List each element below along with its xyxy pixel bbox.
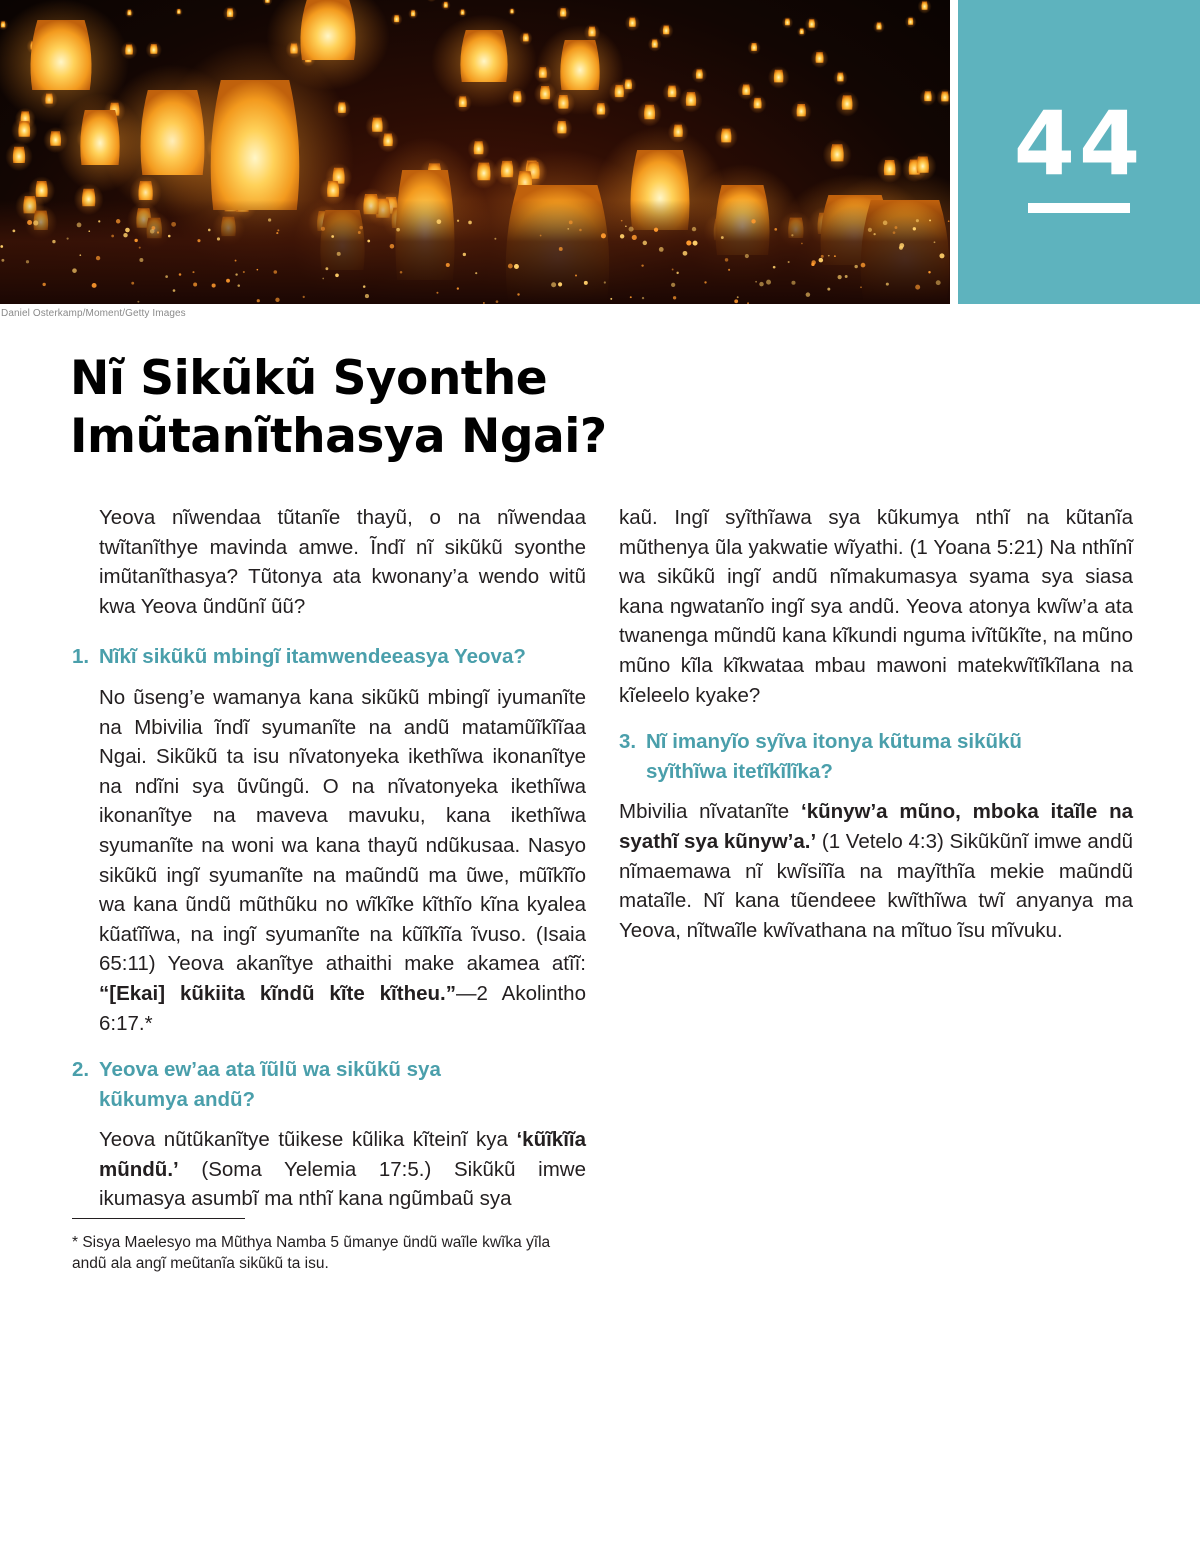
crowd-light — [390, 244, 395, 249]
lantern-shape — [797, 104, 806, 116]
crowd-light — [139, 258, 143, 262]
crowd-light — [463, 253, 466, 256]
lantern-shape — [150, 44, 157, 54]
question-3-number: 3. — [619, 730, 637, 754]
lantern-shape — [809, 19, 815, 27]
crowd-light — [27, 220, 32, 225]
crowd-light — [26, 260, 29, 263]
crowd-light — [601, 233, 606, 238]
crowd-light — [883, 221, 888, 226]
crowd-light — [860, 286, 862, 288]
crowd-light — [197, 239, 200, 242]
crowd-light — [0, 245, 3, 248]
answer-2-citation: (Soma Yelemia 17:5.) Sikũkũ imwe ikumasya asumbĩ ma nthĩ kana ngũmbaũ sya — [99, 1157, 586, 1211]
lantern-shape — [652, 39, 658, 47]
crowd-light — [721, 236, 724, 239]
crowd-light — [321, 227, 325, 231]
lantern-shape — [127, 10, 131, 15]
lantern-shape — [474, 141, 484, 154]
crowd-light — [179, 273, 182, 276]
crowd-light — [913, 227, 916, 230]
crowd-light — [12, 230, 15, 233]
crowd-light — [457, 287, 459, 289]
lantern-shape — [668, 86, 677, 97]
lantern-shape — [686, 92, 696, 106]
crowd-light — [774, 228, 777, 231]
lantern-shape — [921, 2, 927, 10]
crowd-light — [208, 229, 211, 232]
crowd-light — [116, 219, 120, 223]
crowd-light — [303, 296, 305, 298]
lantern-shape — [663, 26, 670, 35]
crowd-light — [745, 254, 749, 258]
answer-1-bold-quote: “[Ekai] kũkiita kĩndũ kĩte kĩtheu.” — [99, 981, 456, 1005]
crowd-light — [325, 267, 328, 270]
crowd-light — [579, 229, 582, 232]
crowd-light — [359, 226, 362, 229]
crowd-light — [33, 220, 38, 225]
lantern-shape — [831, 144, 844, 161]
lantern-shape — [924, 91, 931, 101]
lantern-shape — [754, 98, 762, 109]
crowd-light — [821, 255, 824, 258]
question-1-number: 1. — [72, 645, 90, 669]
crowd-light — [766, 280, 771, 285]
lantern-shape — [876, 23, 881, 30]
crowd-light — [939, 253, 944, 258]
crowd-light — [704, 281, 706, 283]
lantern-shape — [721, 129, 731, 143]
crowd-light — [868, 228, 872, 232]
crowd-light — [886, 283, 889, 286]
lantern-shape — [211, 80, 300, 210]
crowd-light — [123, 233, 127, 237]
crowd-light — [1, 259, 4, 262]
crowd-light — [193, 283, 197, 287]
crowd-light — [337, 252, 341, 256]
lantern-shape — [917, 157, 929, 173]
question-2-line1: Yeova ew’aa ata ĩũlũ wa sikũkũ sya — [99, 1058, 441, 1082]
lantern-shape — [13, 147, 25, 163]
crowd-light — [801, 243, 803, 245]
crowd-light — [873, 233, 875, 235]
lesson-number-underline — [1028, 203, 1130, 213]
crowd-light — [643, 241, 647, 245]
lantern-shape — [372, 118, 383, 132]
crowd-light — [551, 282, 556, 287]
crowd-light — [137, 301, 139, 303]
page-title — [70, 350, 770, 466]
crowd-light — [96, 256, 100, 260]
crowd-light — [42, 283, 45, 286]
footnote: * Sisya Maelesyo ma Mũthya Namba 5 ũmanye ũndũ waĩle kwĩka yĩla andũ ala angĩ meũtanĩa sikũkũ ta isu. — [72, 1234, 551, 1272]
lantern-shape — [460, 30, 507, 82]
crowd-light — [838, 275, 842, 279]
sky-lanterns-illustration — [0, 0, 950, 304]
crowd-light — [88, 230, 90, 232]
photo-credit: Daniel Osterkamp/Moment/Getty Images — [1, 308, 186, 319]
crowd-light — [331, 235, 334, 238]
crowd-light — [632, 235, 637, 240]
crowd-light — [457, 220, 459, 222]
crowd-light — [671, 283, 675, 287]
lesson-number: 44 — [1013, 92, 1145, 195]
crowd-light — [540, 235, 542, 237]
crowd-light — [899, 246, 903, 250]
crowd-light — [237, 284, 240, 287]
lantern-shape — [742, 84, 750, 94]
crowd-light — [257, 299, 260, 302]
crowd-light — [494, 238, 496, 240]
crowd-light — [276, 232, 278, 234]
page-title-line2: Imũtanĩthasya Ngai? — [70, 409, 607, 464]
crowd-light — [257, 269, 259, 271]
question-2-number: 2. — [72, 1058, 90, 1082]
answer-1-citation: —2 Akolintho 6:17.* — [99, 981, 586, 1035]
crowd-light — [929, 219, 931, 221]
answer-3-citation: (1 Vetelo 4:3) Sikũkũnĩ imwe andũ nĩmaemawa nĩ kwĩsiĩĩa na mayĩthĩa mekie maũndũ mataĩle. Nĩ kana tũendeee kwĩthĩwa twĩ anyanya ma Yeova, nĩtwaĩle kwĩvathana na mĩtuo ĩsu mĩvuku. — [619, 829, 1134, 942]
crowd-light — [363, 285, 366, 288]
crowd-light — [79, 254, 81, 256]
crowd-light — [171, 222, 176, 227]
crowd-light — [755, 281, 757, 283]
crowd-light — [676, 272, 678, 274]
crowd-light — [686, 240, 691, 245]
answer-1-paragraph — [72, 683, 586, 1038]
question-3 — [619, 727, 1133, 786]
crowd-light — [693, 241, 698, 246]
crowd-light — [437, 219, 442, 224]
crowd-light — [217, 237, 220, 240]
crowd-light — [52, 240, 55, 243]
answer-2-bold-quote: ‘kũĩkĩĩa mũndũ.’ — [99, 1128, 586, 1181]
crowd-light — [629, 227, 634, 232]
crowd-light — [895, 226, 898, 229]
header-photo — [0, 0, 950, 304]
question-2-line2: kũkumya andũ? — [99, 1087, 256, 1111]
crowd-light — [558, 282, 562, 286]
crowd-light — [365, 294, 369, 298]
crowd-light — [641, 264, 643, 266]
crowd-light — [759, 282, 763, 286]
lantern-shape — [510, 9, 513, 14]
answer-1-text: No ũseng’e wamanya kana sikũkũ mbingĩ iyumanĩte na Mbivilia ĩndĩ syumanĩte na andũ matamũĩkĩĩaa Ngai. Sikũkũ ta isu nĩvatonyeka ikethĩwa ikonanĩtye na ndĩni sya ũvũngũ. O na nĩvatonyeka ikethĩwa ikonanĩtye na maveva mavuku, kana ikethĩwa syumanĩte na woni wa kana thayũ ndũkusaa. Nasyo sikũkũ ingĩ syumanĩte na maũndũ ma ũwe, mũĩkĩĩo wa kana ũndũ mũthũku no wĩkĩke kĩthĩo kĩna kyalea kũatĩĩwa, na ingĩ syumanĩte na kũĩkĩĩa ĩvuso. (Isaia 65:11) Yeova akanĩtye athaithi make akamea atĩĩ: — [99, 685, 586, 976]
right-column — [619, 503, 1133, 945]
crowd-light — [584, 281, 588, 285]
lantern-shape — [560, 8, 566, 16]
lantern-shape — [774, 70, 784, 83]
lantern-shape — [444, 2, 448, 8]
crowd-light — [396, 228, 400, 232]
crowd-light — [335, 273, 339, 277]
crowd-light — [77, 223, 82, 228]
crowd-light — [734, 299, 738, 303]
answer-2-text-continued: kaũ. Ingĩ syĩthĩawa sya kũkumya nthĩ na kũtanĩa mũthenya ũla yakwatie wĩyathi. (1 Yoana 5:21) Na nthĩnĩ wa sikũkũ ingĩ andũ nĩmakumasya syama sya siasa kana ngwatanĩo ingĩ sya andũ. Yeova atonya kwĩw’a ata twanenga mũndũ kana kĩkundi nguma ivĩtũkĩte, na mũno mũno kĩla kĩkwataa mbau mawoni matekwĩtĩkĩlana na kĩeleelo kyake? — [619, 506, 1133, 707]
crowd-light — [235, 260, 237, 262]
crowd-light — [277, 229, 279, 231]
crowd-light — [517, 293, 519, 295]
crowd-light — [928, 271, 930, 273]
crowd-light — [496, 300, 499, 303]
crowd-light — [791, 281, 795, 285]
lantern-shape — [30, 20, 91, 90]
crowd-light — [212, 283, 216, 287]
lantern-shape — [644, 105, 655, 120]
crowd-light — [139, 247, 141, 249]
crowd-light — [845, 275, 848, 278]
crowd-light — [125, 228, 130, 233]
question-1 — [72, 642, 586, 672]
answer-2-text: Yeova nũtũkanĩtye tũikese kũlika kĩteinĩ kya — [99, 1128, 517, 1152]
crowd-light — [806, 292, 811, 297]
crowd-light — [150, 229, 155, 234]
answer-2-paragraph-start — [72, 1125, 586, 1214]
crowd-light — [654, 228, 658, 232]
question-1-text: Nĩkĩ sikũkũ mbingĩ itamwendeeasya Yeova? — [99, 645, 526, 669]
crowd-light — [134, 239, 137, 242]
answer-2-paragraph-continued — [619, 503, 1133, 710]
crowd-light — [358, 231, 361, 234]
crowd-light — [642, 297, 644, 299]
lantern-shape — [265, 0, 270, 3]
crowd-light — [934, 241, 936, 243]
crowd-light — [630, 296, 632, 298]
crowd-light — [446, 263, 450, 267]
crowd-light — [791, 234, 793, 236]
crowd-light — [728, 269, 730, 271]
crowd-light — [235, 273, 237, 275]
lantern-shape — [461, 10, 465, 15]
lantern-shape — [800, 28, 804, 34]
crowd-light — [861, 263, 866, 268]
crowd-light — [773, 266, 776, 269]
crowd-light — [788, 261, 790, 263]
lantern-shape — [560, 40, 599, 90]
crowd-light — [854, 265, 857, 268]
crowd-light — [168, 235, 171, 238]
lantern-shape — [837, 73, 844, 82]
crowd-light — [226, 279, 230, 283]
crowd-light — [322, 278, 324, 280]
crowd-light — [67, 238, 69, 240]
crowd-light — [610, 298, 612, 300]
crowd-light — [508, 264, 513, 269]
crowd-light — [620, 234, 624, 238]
crowd-light — [604, 281, 606, 283]
lantern-shape — [300, 0, 355, 60]
crowd-light — [827, 288, 830, 291]
lantern-shape — [177, 9, 181, 14]
crowd-light — [274, 270, 278, 274]
crowd-light — [819, 258, 824, 263]
crowd-light — [575, 274, 577, 276]
crowd-light — [275, 298, 279, 302]
left-column — [72, 503, 586, 1214]
lesson-number-block — [958, 0, 1200, 304]
lantern-shape — [908, 18, 913, 25]
lantern-shape — [816, 52, 824, 63]
crowd-light — [673, 296, 676, 299]
intro-paragraph: Yeova nĩwendaa tũtanĩe thayũ, o na nĩwendaa twĩtanĩthye mavinda amwe. Ĩndĩ nĩ sikũkũ syonthe imũtanĩthasya? Tũtonya ata kwonany’a wendo witũ kwa Yeova ũndũnĩ ũũ? — [99, 506, 586, 618]
crowd-light — [436, 292, 438, 294]
crowd-light — [468, 221, 472, 225]
crowd-light — [948, 220, 950, 222]
answer-3-paragraph — [619, 797, 1133, 945]
crowd-light — [131, 282, 134, 285]
lantern-shape — [941, 91, 949, 101]
lantern-shape — [18, 121, 30, 137]
crowd-light — [98, 220, 100, 222]
lantern-shape — [696, 69, 703, 78]
lantern-shape — [394, 15, 399, 22]
crowd-light — [192, 271, 194, 273]
crowd-light — [367, 240, 370, 243]
crowd-light — [157, 231, 159, 233]
crowd-light — [672, 269, 674, 271]
crowd-light — [173, 289, 176, 292]
crowd-light — [400, 271, 403, 274]
lantern-shape — [785, 18, 790, 25]
crowd-light — [692, 227, 696, 231]
crowd-light — [915, 285, 920, 290]
crowd-light — [625, 225, 627, 227]
lantern-shape — [842, 95, 853, 109]
crowd-light — [725, 258, 728, 261]
crowd-light — [893, 231, 896, 234]
lantern-shape — [751, 43, 757, 51]
crowd-light — [475, 272, 477, 274]
lantern-shape — [227, 8, 234, 17]
crowd-light — [92, 283, 97, 288]
crowd-light — [916, 219, 919, 222]
footnote-rule — [72, 1218, 245, 1219]
crowd-light — [72, 268, 77, 273]
crowd-light — [659, 247, 664, 252]
crowd-light — [683, 251, 688, 256]
page-title-line1: Nĩ Sikũkũ Syonthe — [70, 351, 548, 406]
crowd-light — [569, 220, 573, 224]
lantern-shape — [557, 121, 566, 133]
lantern-glow — [426, 0, 438, 2]
answer-3-bold-quote: ‘kũnyw’a mũno, mboka itaĩle na syathĩ sya kũnyw’a.’ — [619, 800, 1133, 853]
lantern-shape — [629, 18, 636, 27]
crowd-light — [165, 275, 168, 278]
crowd-light — [559, 247, 563, 251]
answer-3-text: Mbivilia nĩvatanĩte — [619, 800, 801, 824]
crowd-light — [111, 235, 114, 238]
crowd-light — [621, 220, 623, 222]
crowd-light — [567, 228, 569, 230]
question-3-line1: Nĩ imanyĩo syĩva itonya kũtuma sikũkũ — [646, 730, 1022, 754]
crowd-light — [737, 296, 739, 298]
crowd-light — [268, 218, 271, 221]
crowd-light — [828, 255, 830, 257]
crowd-light — [834, 255, 836, 257]
crowd-light — [483, 302, 485, 304]
question-2 — [72, 1055, 586, 1114]
crowd-light — [751, 219, 755, 223]
lantern-shape — [411, 10, 415, 16]
question-3-line2: syĩthĩwa itetĩkĩlĩka? — [646, 759, 833, 783]
crowd-light — [811, 263, 814, 266]
crowd-light — [936, 280, 941, 285]
crowd-light — [514, 264, 519, 269]
crowd-light — [243, 271, 245, 273]
